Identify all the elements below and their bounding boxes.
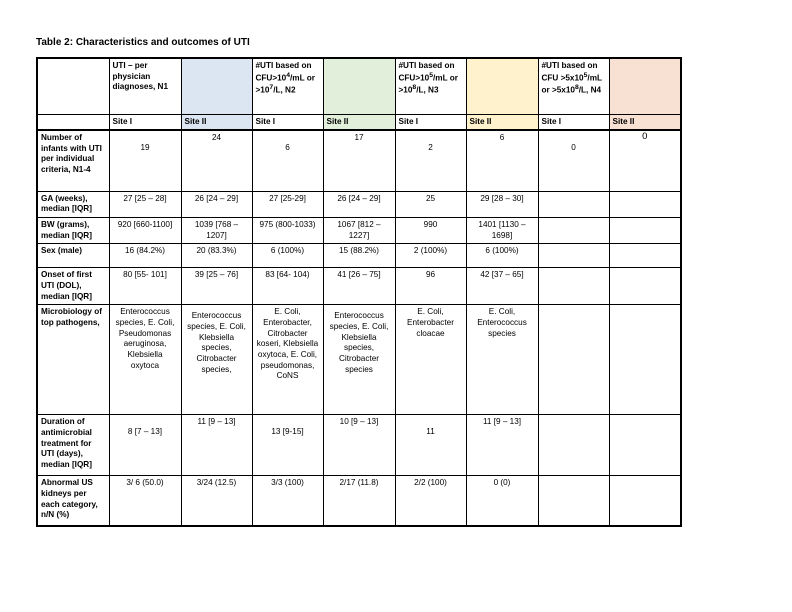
table-row xyxy=(37,217,681,243)
row-label: Onset of first UTI (DOL), median [IQR] xyxy=(37,268,109,305)
uti-characteristics-table xyxy=(36,57,682,527)
cell: 975 (800-1033) xyxy=(252,217,323,243)
table-row xyxy=(37,305,681,415)
cell: 6 (100%) xyxy=(466,244,538,268)
cell xyxy=(538,217,609,243)
header-n3-fill xyxy=(466,58,538,114)
header-n3: #UTI based on $CFU>10^5/mL$ or $>10^8/L$, N3 xyxy=(395,58,466,114)
cell: Enterococcus species, E. Coli, Klebsiella species, Citrobacter species, xyxy=(181,305,252,415)
header-empty-cell xyxy=(37,58,109,114)
cell xyxy=(609,244,681,268)
row-label: BW (grams), median [IQR] xyxy=(37,217,109,243)
cell: 990 xyxy=(395,217,466,243)
cell: E. Coli, Enterobacter, Citrobacter koseri, Klebsiella oxytoca, E. Coli, pseudomonas, CoNS xyxy=(252,305,323,415)
table-row xyxy=(37,476,681,526)
header-n1: UTI – per physician diagnoses, N1 xyxy=(109,58,181,114)
cell: 2 (100%) xyxy=(395,244,466,268)
cell: 39 [25 – 76] xyxy=(181,268,252,305)
cell: 24 xyxy=(181,130,252,191)
cell: 8 [7 – 13] xyxy=(109,415,181,476)
site-empty-cell xyxy=(37,114,109,130)
cell: 0 (0) xyxy=(466,476,538,526)
cell: 2/17 (11.8) xyxy=(323,476,395,526)
cell xyxy=(538,191,609,217)
cell: 6 xyxy=(466,130,538,191)
row-label: Number of infants with UTI per individual criteria, N1-4 xyxy=(37,130,109,191)
cell xyxy=(538,305,609,415)
cell: 10 [9 – 13] xyxy=(323,415,395,476)
cell xyxy=(538,268,609,305)
cell: 2 xyxy=(395,130,466,191)
cell: Enterococcus species, E. Coli, Pseudomonas aeruginosa, Klebsiella oxytoca xyxy=(109,305,181,415)
cell: 96 xyxy=(395,268,466,305)
header-n2: #UTI based on $CFU>10^4/mL$ or $>10^7/L$, N2 xyxy=(252,58,323,114)
cell: 26 [24 – 29] xyxy=(181,191,252,217)
site-header: Site II xyxy=(466,114,538,130)
cell: 11 [9 – 13] xyxy=(466,415,538,476)
cell xyxy=(538,476,609,526)
site-header: Site II xyxy=(181,114,252,130)
cell: 27 [25 – 28] xyxy=(109,191,181,217)
cell: 11 [9 – 13] xyxy=(181,415,252,476)
site-header: Site I xyxy=(252,114,323,130)
cell xyxy=(609,415,681,476)
cell: 80 [55- 101] xyxy=(109,268,181,305)
cell xyxy=(609,268,681,305)
cell: 42 [37 – 65] xyxy=(466,268,538,305)
cell: E. Coli, Enterobacter cloacae xyxy=(395,305,466,415)
site-header: Site I xyxy=(538,114,609,130)
cell: 83 [64- 104) xyxy=(252,268,323,305)
cell: 6 (100%) xyxy=(252,244,323,268)
cell: 3/24 (12.5) xyxy=(181,476,252,526)
cell: 1067 [812 – 1227] xyxy=(323,217,395,243)
header-n4-fill xyxy=(609,58,681,114)
cell xyxy=(609,217,681,243)
cell: 2/2 (100) xyxy=(395,476,466,526)
cell xyxy=(609,476,681,526)
header-n4: #UTI based on CFU $>5x10^5/mL$ or $>5x10^8/L$, N4 xyxy=(538,58,609,114)
site-header: Site I xyxy=(395,114,466,130)
header-n2-fill xyxy=(323,58,395,114)
table-row xyxy=(37,191,681,217)
row-label: Duration of antimicrobial treatment for UTI (days), median [IQR] xyxy=(37,415,109,476)
site-header: Site II xyxy=(609,114,681,130)
table-row xyxy=(37,415,681,476)
cell: Enterococcus species, E. Coli, Klebsiella species, Citrobacter species xyxy=(323,305,395,415)
site-header: Site I xyxy=(109,114,181,130)
cell: 920 [660-1100] xyxy=(109,217,181,243)
cell: 6 xyxy=(252,130,323,191)
table-row xyxy=(37,244,681,268)
site-header: Site II xyxy=(323,114,395,130)
header-n1-fill xyxy=(181,58,252,114)
cell: 15 (88.2%) xyxy=(323,244,395,268)
row-label: Microbiology of top pathogens, xyxy=(37,305,109,415)
cell: 25 xyxy=(395,191,466,217)
cell: 0 xyxy=(538,130,609,191)
site-header-row xyxy=(37,114,681,130)
row-label: Sex (male) xyxy=(37,244,109,268)
cell: 11 xyxy=(395,415,466,476)
table-title: Table 2: Characteristics and outcomes of UTI xyxy=(36,37,250,48)
row-label: GA (weeks), median [IQR] xyxy=(37,191,109,217)
cell: 3/3 (100) xyxy=(252,476,323,526)
cell: 0 xyxy=(609,130,681,191)
cell: 3/ 6 (50.0) xyxy=(109,476,181,526)
cell: E. Coli, Enterococcus species xyxy=(466,305,538,415)
cell: 29 [28 – 30] xyxy=(466,191,538,217)
cell: 16 (84.2%) xyxy=(109,244,181,268)
group-header-row xyxy=(37,58,681,114)
cell: 1401 [1130 – 1698] xyxy=(466,217,538,243)
cell: 19 xyxy=(109,130,181,191)
cell: 41 [26 – 75] xyxy=(323,268,395,305)
cell xyxy=(609,191,681,217)
cell xyxy=(538,244,609,268)
cell xyxy=(609,305,681,415)
cell: 20 (83.3%) xyxy=(181,244,252,268)
cell: 26 [24 – 29] xyxy=(323,191,395,217)
cell xyxy=(538,415,609,476)
cell: 13 [9-15] xyxy=(252,415,323,476)
row-label: Abnormal US kidneys per each category, n/N (%) xyxy=(37,476,109,526)
cell: 27 [25-29] xyxy=(252,191,323,217)
cell: 17 xyxy=(323,130,395,191)
table-row xyxy=(37,268,681,305)
cell: 1039 [768 – 1207] xyxy=(181,217,252,243)
table-row xyxy=(37,130,681,191)
